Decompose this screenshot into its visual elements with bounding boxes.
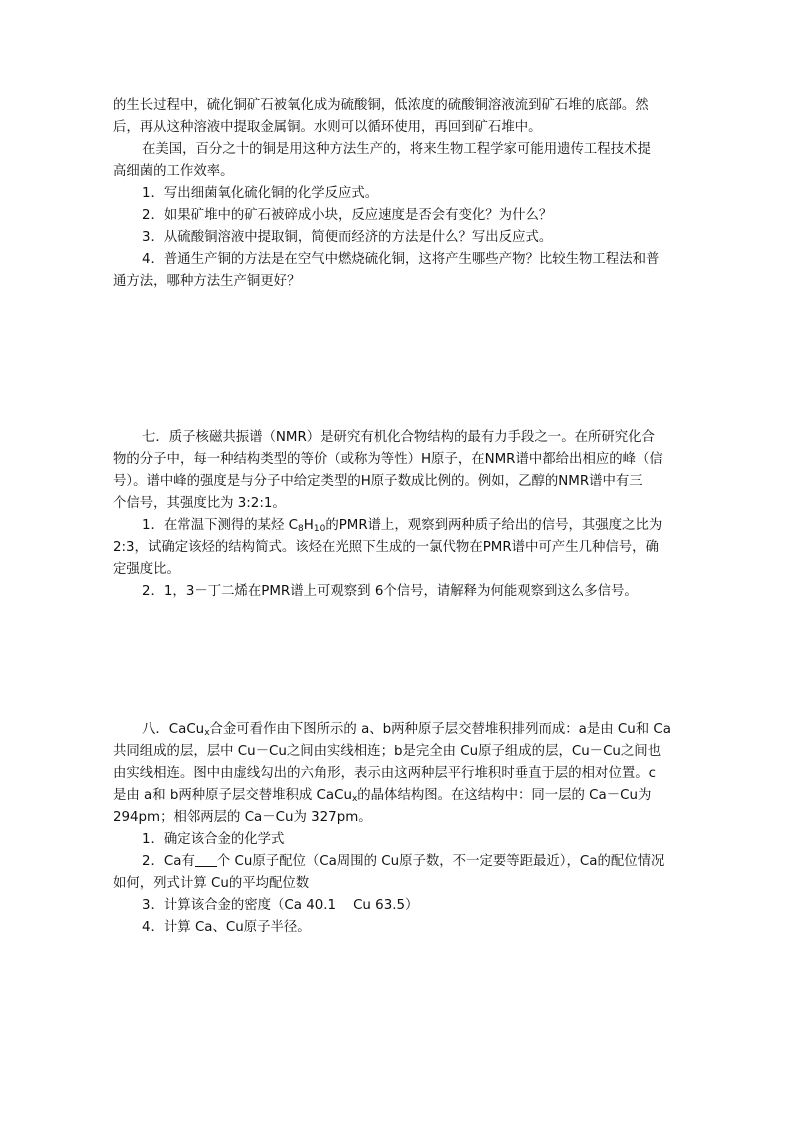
question-4-continued: 通方法，哪种方法生产铜更好？ <box>113 274 301 289</box>
paragraph-line: 八．CaCu$_x$合金可看作由下图所示的 a、b两种原子层交替堆积排列而成：a是由 Cu和 Ca <box>142 722 671 738</box>
question-2: 2．如果矿堆中的矿石被碎成小块，反应速度是否会有变化？为什么？ <box>142 208 553 223</box>
question-2-continued: 如何，列式计算 Cu的平均配位数 <box>113 876 310 891</box>
question-2: 2．Ca有 个 Cu原子配位（Ca周围的 Cu原子数，不一定要等距最近），Ca的配位情况 <box>142 854 665 869</box>
question-3: 3．计算该合金的密度（Ca 40.1 Cu 63.5） <box>142 898 419 913</box>
paragraph-line: 号）。谱中峰的强度是与分子中给定类型的H原子数成比例的。例如，乙醇的NMR谱中有三 <box>113 474 643 489</box>
paragraph-line: 个信号，其强度比为 3:2:1。 <box>113 496 286 511</box>
paragraph-line: 是由 a和 b两种原子层交替堆积成 CaCu$_x$的晶体结构图。在这结构中：同一层的 Ca－Cu为 <box>113 788 652 804</box>
question-4: 4．普通生产铜的方法是在空气中燃烧硫化铜，这将产生哪些产物？比较生物工程法和普 <box>142 252 660 267</box>
paragraph-line: 后，再从这种溶液中提取金属铜。水则可以循环使用，再回到矿石堆中。 <box>113 120 542 135</box>
question-1: 1．在常温下测得的某烃 $C_8H_{10}$的PMR谱上，观察到两种质子给出的信号，其强度之比为 <box>142 518 663 534</box>
paragraph-line: 由实线相连。图中由虚线勾出的六角形，表示由这两种层平行堆积时垂直于层的相对位置。c <box>113 766 656 781</box>
section-8 <box>113 719 683 939</box>
section-6 <box>113 95 683 293</box>
paragraph-line: 的生长过程中，硫化铜矿石被氧化成为硫酸铜，低浓度的硫酸铜溶液流到矿石堆的底部。然 <box>113 98 649 113</box>
paragraph-line: 物的分子中，每一种结构类型的等价（或称为等性）H原子，在NMR谱中都给出相应的峰（信 <box>113 452 663 467</box>
question-1-continued: 2:3，试确定该烃的结构简式。该烃在光照下生成的一氯代物在PMR谱中可产生几种信号，确 <box>113 540 659 555</box>
question-1: 1．确定该合金的化学式 <box>142 832 285 847</box>
question-2: 2．1，3－丁二烯在PMR谱上可观察到 6个信号，请解释为何能观察到这么多信号。 <box>142 584 638 599</box>
question-1: 1．写出细菌氧化硫化铜的化学反应式。 <box>142 186 379 201</box>
answer-blank <box>195 852 217 867</box>
paragraph-line: 七．质子核磁共振谱（NMR）是研究有机化合物结构的最有力手段之一。在所研究化合 <box>142 430 655 445</box>
paragraph-line: 在美国，百分之十的铜是用这种方法生产的，将来生物工程学家可能用遗传工程技术提 <box>142 142 651 157</box>
question-1-continued: 定强度比。 <box>113 562 180 577</box>
paragraph-line: 高细菌的工作效率。 <box>113 164 234 179</box>
section-7 <box>113 427 683 603</box>
question-3: 3．从硫酸铜溶液中提取铜，简便而经济的方法是什么？写出反应式。 <box>142 230 553 245</box>
paragraph-line: 共同组成的层，层中 Cu－Cu之间由实线相连；b是完全由 Cu原子组成的层，Cu－Cu之间也 <box>113 744 662 759</box>
paragraph-line: 294pm；相邻两层的 Ca－Cu为 327pm。 <box>113 810 372 825</box>
question-4: 4．计算 Ca、Cu原子半径。 <box>142 920 311 935</box>
